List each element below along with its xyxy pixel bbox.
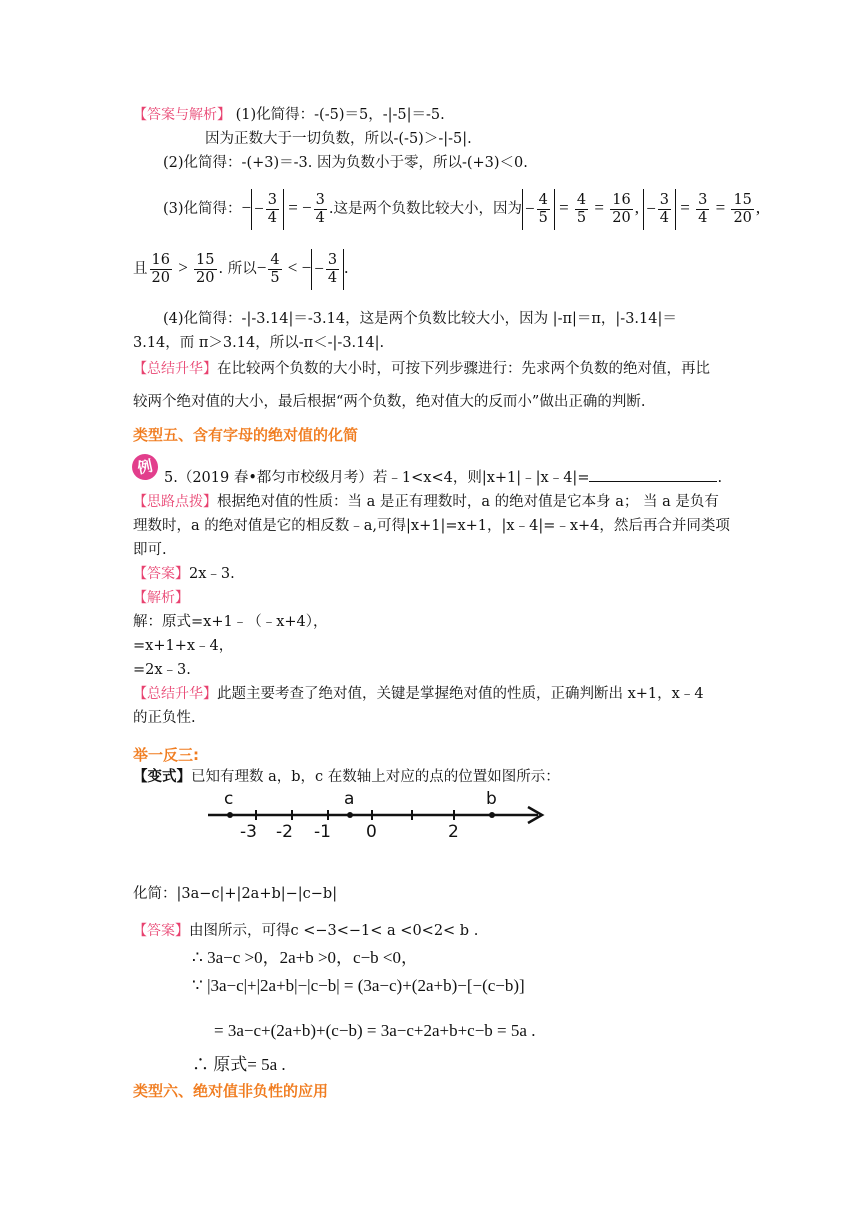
summary-2: [133, 683, 704, 705]
frac-num: 3: [315, 191, 325, 208]
point-b: [489, 812, 495, 818]
question-text: 5.（2019 春•都匀市校级月考）若﹣1<x<4，则|x+1|﹣|x﹣4|=: [164, 470, 590, 486]
variant-answer-tag: 【答案】: [133, 923, 189, 939]
frac-num: 4: [576, 191, 587, 208]
answer-part-4: (4)化简得：-|-3.14|＝-3.14，这是两个负数比较大小，因为 |-π|＝π，|-3.14|＝: [163, 311, 677, 327]
hint-tag: 【思路点拨】: [133, 494, 217, 510]
frac-den: 20: [612, 209, 631, 226]
solution-step-1: 解：原式=x+1﹣（﹣x+4），: [133, 614, 328, 630]
frac-num: 3: [659, 192, 670, 208]
frac-num: 15: [196, 251, 215, 268]
point-label-a: a: [344, 790, 355, 809]
hint-line-2: 理数时，a 的绝对值是它的相反数﹣a,可得|x+1|=x+1，|x﹣4|=﹣x+4，然后再合并同类项: [133, 518, 730, 534]
frac-num: 15: [733, 191, 752, 208]
variant-tag: 【变式】: [133, 768, 191, 785]
answer-tag: 【答案】: [133, 566, 189, 582]
summary-tag: 【总结升华】: [133, 361, 217, 377]
frac-num: 4: [538, 192, 548, 208]
hint-line-1: [133, 491, 719, 513]
question-end: .: [717, 470, 723, 486]
summary-1b: 较两个绝对值的大小，最后根据“两个负数，绝对值大的反而小”做出正确的判断.: [133, 394, 646, 410]
question-5: [164, 467, 722, 489]
summary-tag-2: 【总结升华】: [133, 686, 217, 702]
analysis-tag: [133, 587, 189, 609]
part3b-pre: 且: [133, 261, 148, 277]
answer-part-3b: 且 $\frac{16}{20}$ > $\frac{15}{20}$ . 所以− $\frac{4}{5}$ < − − $\frac{3}{4}$ .: [133, 248, 348, 290]
derivation-line-4: ∴ 原式= 5a .: [192, 1055, 286, 1074]
frac-num: 16: [612, 191, 631, 208]
tick-label-0: 0: [366, 822, 377, 842]
example-badge-icon: 例: [130, 452, 161, 483]
point-a: [347, 812, 353, 818]
answer-part-4b: 3.14，而 π＞3.14，所以-π＜-|-3.14|.: [133, 335, 385, 351]
frac-den: 20: [196, 269, 215, 286]
answer-part-1b: 因为正数大于一切负数，所以-(-5)＞-|-5|.: [205, 131, 472, 147]
summary-text: 在比较两个负数的大小时，可按下列步骤进行：先求两个负数的绝对值，再比: [217, 361, 710, 377]
hint-text: 根据绝对值的性质：当 a 是正有理数时，a 的绝对值是它本身 a； 当 a 是负有: [217, 494, 719, 510]
section-heading-type6: 类型六、绝对值非负性的应用: [133, 1082, 329, 1100]
frac-den: 5: [576, 209, 587, 226]
frac-den: 5: [538, 210, 548, 226]
tick-label-neg1: -1: [314, 822, 331, 842]
frac-den: 4: [315, 209, 325, 226]
answer-blank[interactable]: [589, 467, 717, 482]
analysis-tag-text: 【解析】: [133, 590, 189, 606]
summary-1: [133, 358, 710, 380]
part3-mid: .这是两个负数比较大小，因为: [328, 201, 522, 217]
frac-den: 4: [698, 209, 708, 226]
abs-neg-three-quarters: − $\frac{3}{4}$: [251, 189, 284, 230]
frac-num: 3: [327, 252, 338, 268]
answer-line: [133, 563, 235, 585]
frac-den: 5: [270, 269, 280, 286]
summary-2b: 的正负性.: [133, 710, 196, 726]
tick-label-2: 2: [448, 822, 459, 842]
frac-den: 20: [733, 209, 752, 226]
answer-part-3: (3)化简得：− − $\frac{3}{4}$ = − $\frac{3}{4}$ .这是两个负数比较大小，因为 − $\frac{4}{5}$ = $\frac{4}{5}$ = $\frac{16}{20}$ , − $\frac{3}{4}$ = $\frac{3}{4}$ = $\frac{15}{20}$ ,: [163, 188, 760, 230]
frac-den: 4: [267, 210, 277, 226]
derivation-line-1: ∴ 3a−c >0，2a+b >0，c−b <0，: [192, 948, 419, 967]
tick-label-neg3: -3: [240, 822, 257, 842]
answer-text: 2x﹣3.: [189, 566, 235, 582]
hint-line-3: 即可.: [133, 542, 167, 558]
point-label-c: c: [224, 790, 234, 809]
frac-den: 4: [659, 210, 670, 226]
point-c: [227, 812, 233, 818]
solution-step-3: =2x﹣3.: [133, 662, 191, 678]
derivation-line-3: = 3a−c+(2a+b)+(c−b) = 3a−c+2a+b+c−b = 5a .: [214, 1021, 536, 1040]
frac-num: 4: [270, 251, 280, 268]
part3-intro: (3)化简得：: [163, 201, 242, 217]
variant-answer: [133, 920, 478, 942]
variant-line: [133, 766, 560, 788]
solution-step-2: =x+1+x﹣4，: [133, 638, 234, 654]
answer-analysis-tag: 【答案与解析】: [133, 107, 231, 123]
part3b-mid: . 所以: [218, 261, 257, 277]
variant-text: 已知有理数 a，b，c 在数轴上对应的点的位置如图所示：: [191, 769, 560, 785]
frac-num: 16: [151, 251, 170, 268]
summary-text-2: 此题主要考查了绝对值，关键是掌握绝对值的性质，正确判断出 x+1，x﹣4: [217, 686, 704, 702]
answer-part-2: (2)化简得：-(+3)＝-3. 因为负数小于零，所以-(+3)＜0.: [163, 155, 528, 171]
answer-part-1: (1)化简得：-(-5)＝5，-|-5|＝-5.: [231, 107, 445, 123]
answer-analysis-line-1: [133, 104, 445, 126]
frac-num: 3: [698, 191, 708, 208]
frac-num: 3: [267, 192, 277, 208]
tick-label-neg2: -2: [276, 822, 293, 842]
number-line: [200, 790, 560, 850]
variant-answer-text: 由图所示，可得c <−3<−1< a <0<2< b .: [189, 923, 479, 939]
frac-den: 4: [327, 270, 338, 286]
derivation-line-2: ∵ |3a−c|+|2a+b|−|c−b| = (3a−c)+(2a+b)−[−(c−b)]: [192, 976, 525, 995]
section-heading-type5: 类型五、含有字母的绝对值的化简: [133, 426, 359, 444]
practice-heading: 举一反三:: [133, 746, 199, 764]
point-label-b: b: [486, 790, 497, 809]
frac-den: 20: [151, 269, 170, 286]
simplify-prompt: 化简：|3a−c|+|2a+b|−|c−b|: [133, 886, 338, 902]
